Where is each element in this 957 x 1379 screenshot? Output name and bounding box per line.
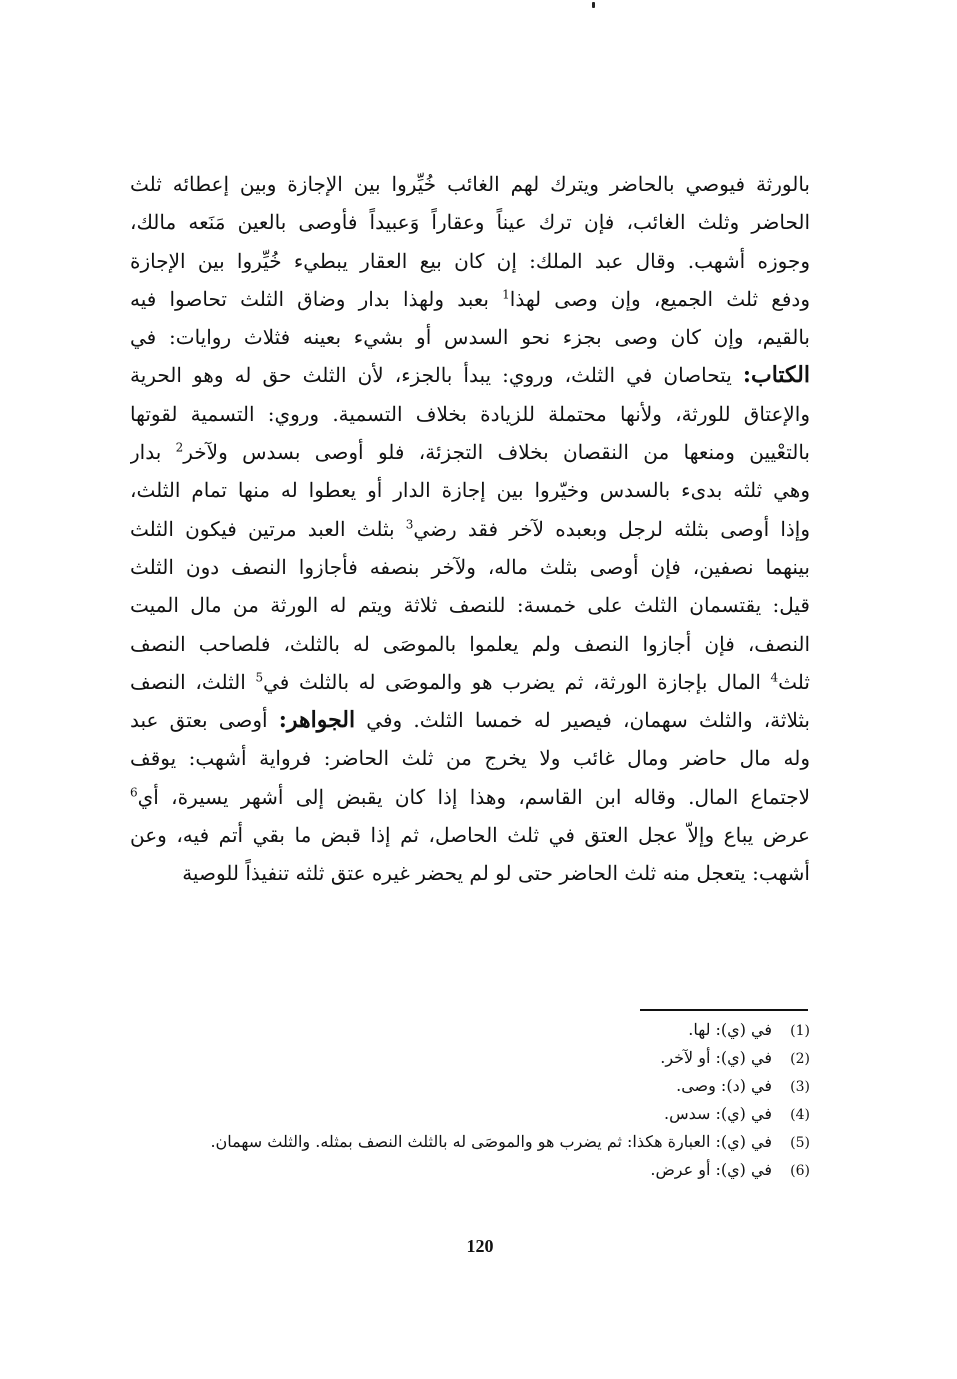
line-text: وهي ثلثه بدىء بالسدس وخيّروا بين إجازة الدار أو يعطوا له منها تمام الثلث، xyxy=(130,478,810,503)
text-line xyxy=(130,701,810,739)
footnote-number: (6) xyxy=(790,1163,810,1179)
footnote xyxy=(120,1156,810,1184)
text-line xyxy=(130,242,810,280)
footnote-number: (1) xyxy=(790,1023,810,1039)
footnote xyxy=(120,1128,810,1156)
footnotes-block xyxy=(120,1016,810,1184)
line-text: بثلاثة، والثلث سهمان، فيصير له خمسا الثلث. وفي xyxy=(355,708,810,733)
line-text: عرض يباع وإلاّ عجل العتق في ثلث الحاصل، ثم إذا قبض ما بقي أتم فيه، وعن xyxy=(130,823,810,848)
main-text-block xyxy=(130,165,810,893)
footnote xyxy=(120,1016,810,1044)
text-line xyxy=(130,739,810,777)
text-line xyxy=(130,471,810,509)
text-line xyxy=(130,854,810,892)
line-text: ثلث xyxy=(778,669,810,694)
line-text: الحاضر وثلث الغائب، فإن ترك عيناً وعقاراً وَعبيداً فأوصى بالعين مَنَعه مالك، xyxy=(130,210,810,235)
line-text: يتحاصان في الثلث، وروي: يبدأ بالجزء، لأن الثلث حق له وهو الحرية xyxy=(130,363,743,388)
text-line xyxy=(130,625,810,663)
footnote-number: (4) xyxy=(790,1107,810,1123)
footnote xyxy=(120,1044,810,1072)
text-line xyxy=(130,356,810,394)
page-number: 120 xyxy=(466,1236,494,1256)
footnote-number: (3) xyxy=(790,1079,810,1095)
text-line xyxy=(130,548,810,586)
line-text: بالقيم، وإن كان وصى بجزء نحو السدس أو بشيء بعينه فثلاث روايات: في xyxy=(130,325,810,350)
text-line xyxy=(130,586,810,624)
line-text: والإعتاق للورثة، ولأنها محتملة للزيادة بخلاف التسمية. وروي: التسمية لقوتها xyxy=(130,401,810,426)
line-text: المال بإجازة الورثة، ثم يضرب هو والموصَى له بالثلث في xyxy=(263,669,771,694)
line-text: النصف، فإن أجازوا النصف ولم يعلموا بالموصَى له بالثلث، فلصاحب النصف xyxy=(130,631,810,656)
text-line xyxy=(130,203,810,241)
line-text: قيل: يقتسمان الثلث على خمسة: للنصف ثلاثة ويتم له الورثة من مال الميت xyxy=(130,593,810,618)
footnote-number: (5) xyxy=(790,1135,810,1151)
line-text: بينهما نصفين، فإن أوصى بثلث ماله، ولآخر بنصفه فأجازوا النصف دون الثلث xyxy=(130,554,810,579)
footnote-ref-5: 5 xyxy=(255,670,264,685)
line-text: وإذا أوصى بثلثه لرجل وبعبده لآخر فقد رضي xyxy=(413,516,810,541)
bold-source-label: الكتاب: xyxy=(742,362,810,389)
footnote-text: في (ي): أو عرض. xyxy=(650,1160,772,1179)
line-text: وجوزه أشهب. وقال عبد الملك: إن كان بيع العقار يبطيء خُيِّروا بين الإجازة xyxy=(130,248,810,273)
footnote-text: في (ي): سدس. xyxy=(664,1104,772,1123)
text-line xyxy=(130,280,810,318)
text-line xyxy=(130,663,810,701)
line-text: بدار xyxy=(130,440,176,465)
footnote-ref-6: 6 xyxy=(130,785,138,800)
line-text: أوصى بعتق عبد xyxy=(130,708,279,733)
footnote-text: في (ي): العبارة هكذا: ثم يضرب هو والموصَى له بالثلث النصف بمثله. والثلث سهمان. xyxy=(210,1132,772,1151)
line-text: ودفع ثلث الجميع، وإن وصى لهذا xyxy=(509,286,810,311)
footnote-ref-2: 2 xyxy=(175,440,184,455)
text-line xyxy=(130,816,810,854)
line-text: وله مال حاضر ومال غائب ولا يخرج من ثلث الحاضر: فرواية أشهب: يوقف xyxy=(130,746,810,771)
footnote-ref-1: 1 xyxy=(502,287,510,302)
footnote-ref-4: 4 xyxy=(770,670,779,685)
line-text: الثلث، النصف xyxy=(130,669,256,694)
footnote xyxy=(120,1100,810,1128)
footnote-separator xyxy=(640,1009,808,1011)
line-text: بثلث العبد مرتين فيكون الثلث xyxy=(130,516,406,541)
text-line xyxy=(130,778,810,816)
footnote xyxy=(120,1072,810,1100)
text-line xyxy=(130,165,810,203)
scan-speck xyxy=(592,2,595,8)
line-text: بالتعْيين ومنعها من النقصان بخلاف التجزئة، فلو أوصى بسدس ولآخر xyxy=(183,440,810,465)
line-text: بعبد ولهذا بدار وضاق الثلث تحاصوا فيه xyxy=(130,286,503,311)
text-line xyxy=(130,395,810,433)
footnote-text: في (ي): أو لآخر. xyxy=(660,1048,772,1067)
line-text: بالورثة فيوصي بالحاضر ويترك لهم الغائب خُيِّروا بين الإجازة وبين إعطائه ثلث xyxy=(130,172,810,196)
footnote-text: في (د): وصى. xyxy=(676,1076,772,1095)
text-line xyxy=(130,510,810,548)
line-text: أشهب: يتعجل منه ثلث الحاضر حتى لو لم يحضر غيره عتق ثلثه تنفيذاً للوصية xyxy=(182,861,810,886)
footnote-ref-3: 3 xyxy=(405,517,414,532)
text-line xyxy=(130,433,810,471)
text-line xyxy=(130,318,810,356)
line-text: لاجتماع المال. وقاله ابن القاسم، وهذا إذا كان يقبض إلى أشهر يسيرة، أي xyxy=(137,784,810,809)
footnote-text: في (ي): لها. xyxy=(688,1020,772,1039)
bold-source-label: الجواهر: xyxy=(278,707,356,734)
footnote-number: (2) xyxy=(790,1051,810,1067)
